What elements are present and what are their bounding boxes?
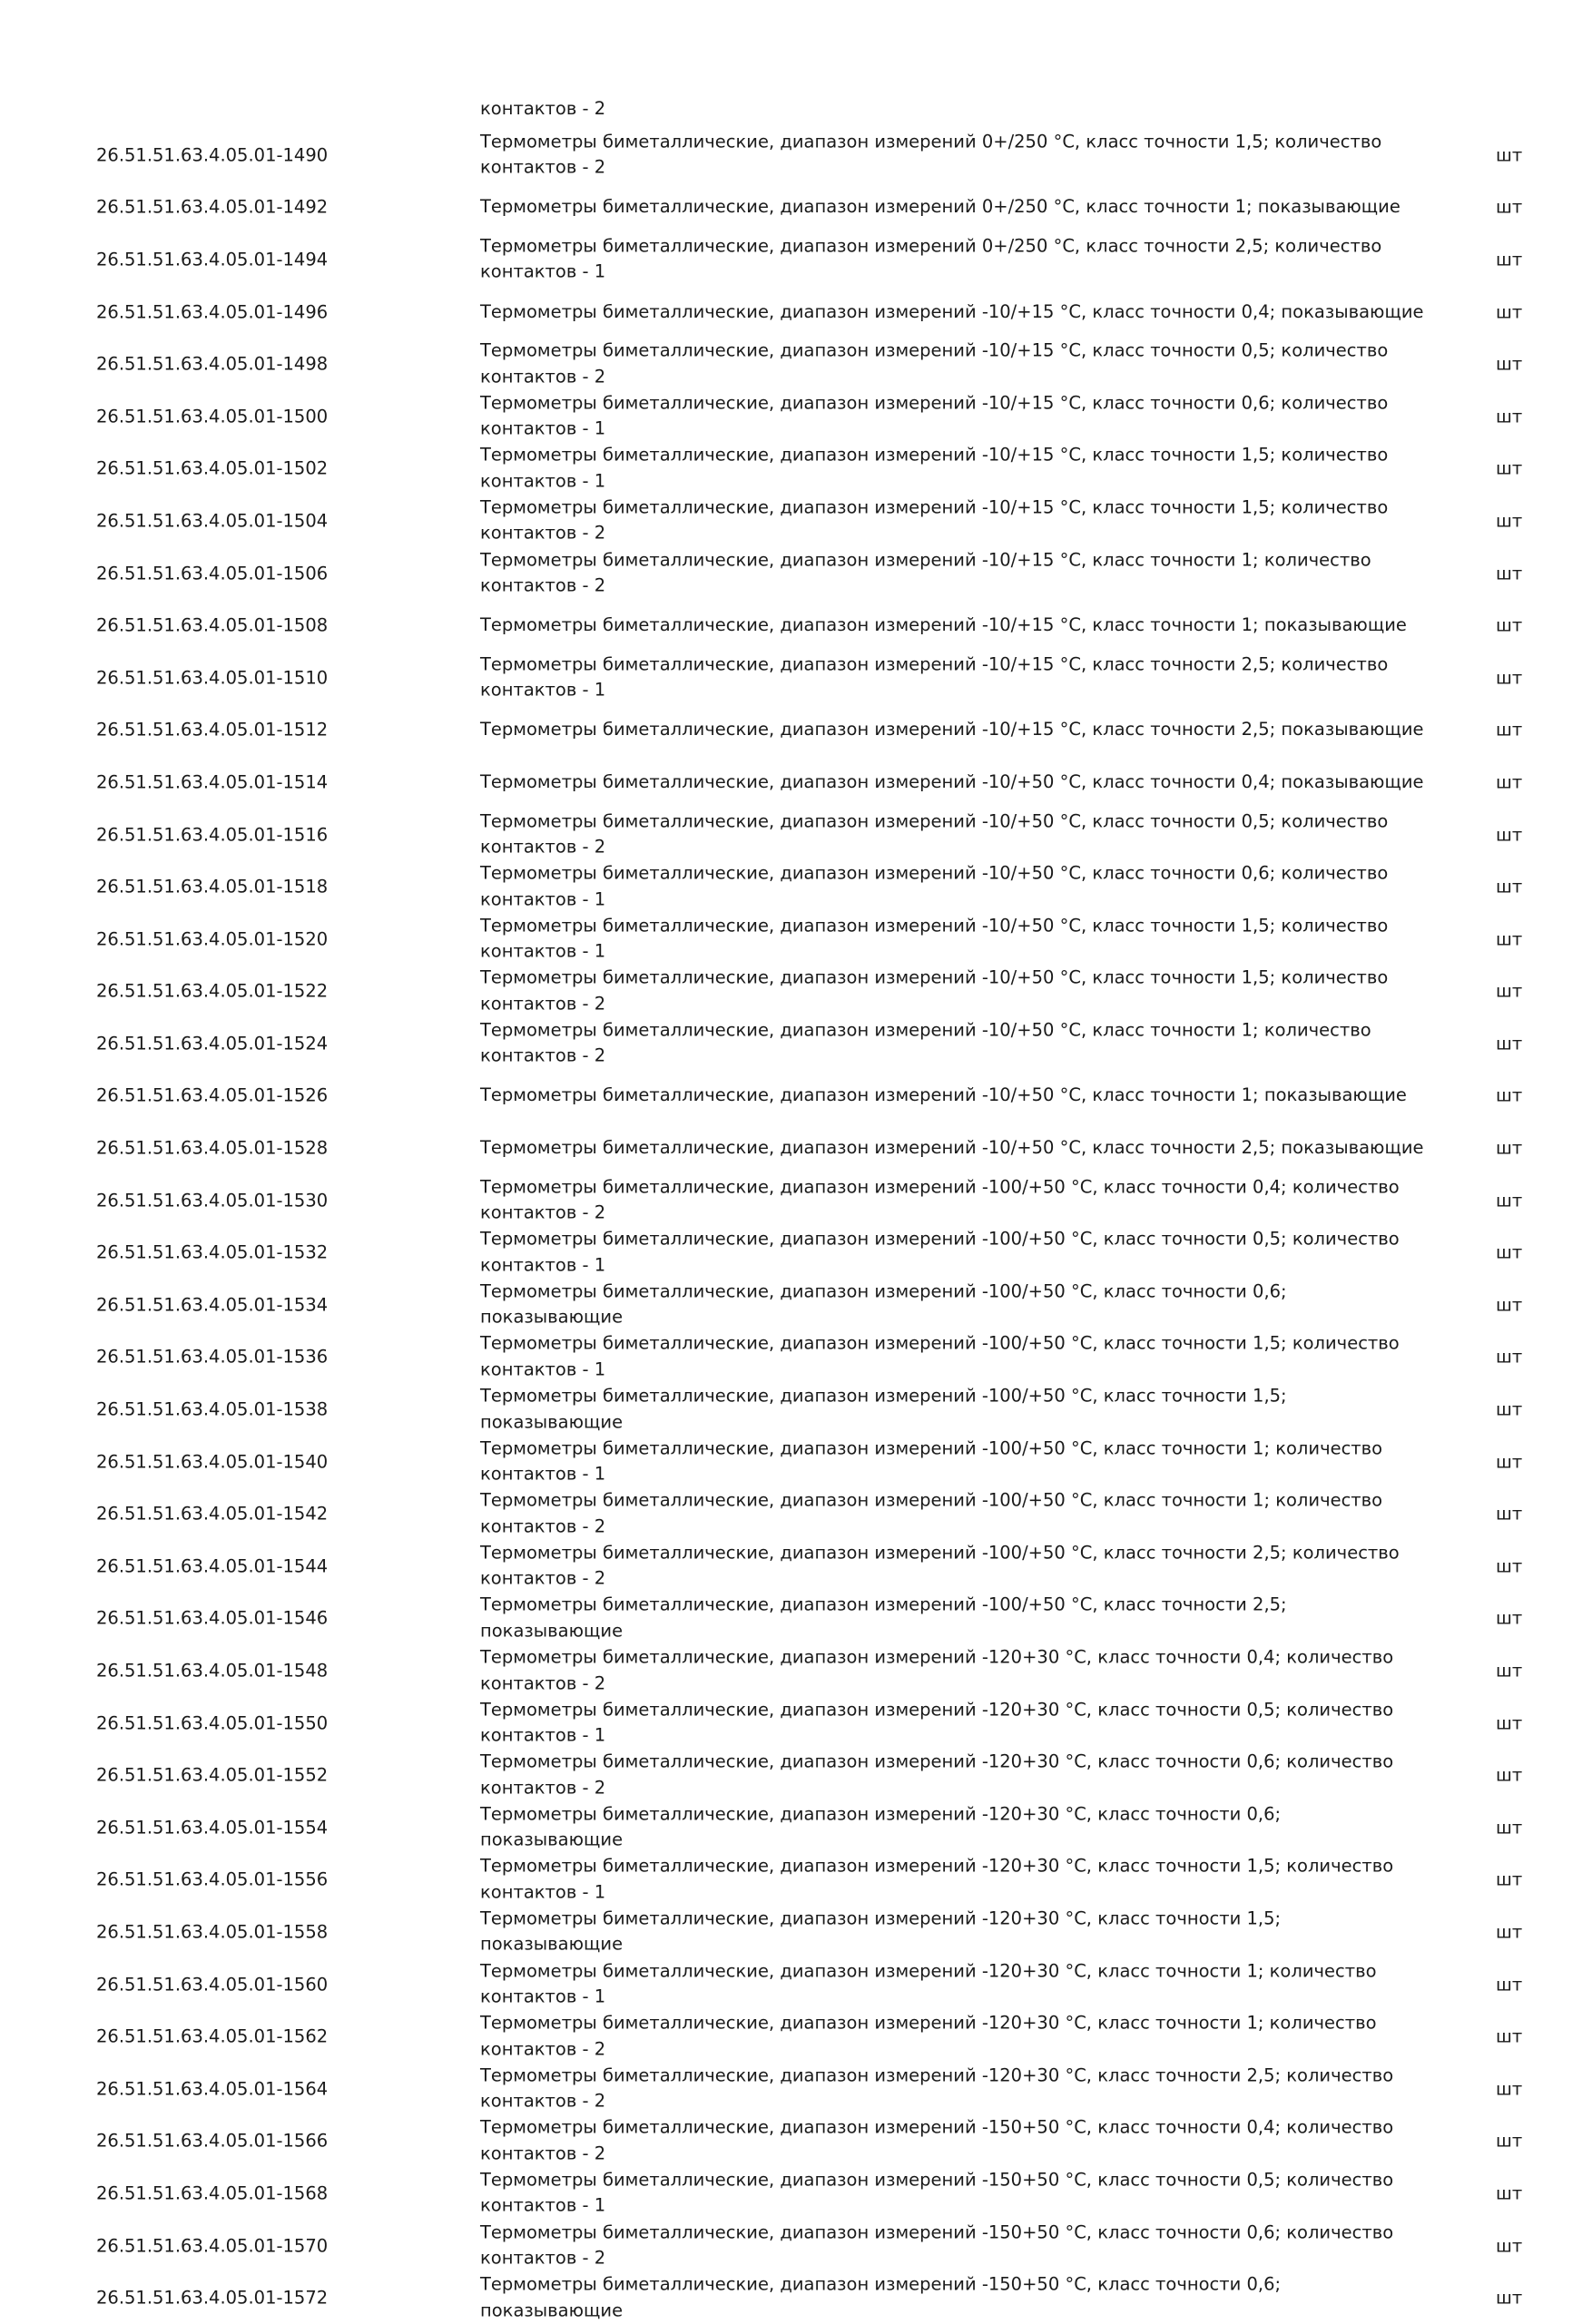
- row-code: 26.51.51.63.4.05.01-1492: [96, 196, 329, 218]
- row-code: 26.51.51.63.4.05.01-1552: [96, 1764, 329, 1786]
- row-description: Термометры биметаллические, диапазон измерений -10/+15 °С, класс точности 2,5; показывающие: [480, 719, 1424, 740]
- row-unit: шт: [1496, 1451, 1523, 1473]
- table-row: [0, 338, 1592, 390]
- row-code: 26.51.51.63.4.05.01-1536: [96, 1346, 329, 1368]
- table-row: [0, 1644, 1592, 1697]
- table-row: [0, 599, 1592, 652]
- row-unit: шт: [1496, 249, 1523, 270]
- table-row: [0, 1070, 1592, 1123]
- row-description: Термометры биметаллические, диапазон измерений -150+50 °С, класс точности 0,6; количество контактов - 2: [480, 2221, 1394, 2269]
- row-description: Термометры биметаллические, диапазон измерений -100/+50 °С, класс точности 0,6; показывающие: [480, 1280, 1287, 1328]
- table-row: [0, 652, 1592, 704]
- table-row: [0, 1697, 1592, 1750]
- row-description: Термометры биметаллические, диапазон измерений -10/+50 °С, класс точности 1,5; количество контактов - 1: [480, 915, 1389, 962]
- row-unit: шт: [1496, 1033, 1523, 1054]
- row-code: 26.51.51.63.4.05.01-1568: [96, 2182, 329, 2204]
- table-row: [0, 2271, 1592, 2324]
- row-description: Термометры биметаллические, диапазон измерений -120+30 °С, класс точности 0,5; количество контактов - 1: [480, 1699, 1394, 1746]
- row-code: 26.51.51.63.4.05.01-1528: [96, 1137, 329, 1159]
- row-description: Термометры биметаллические, диапазон измерений -150+50 °С, класс точности 0,6; показывающие: [480, 2273, 1282, 2321]
- table-row: [0, 443, 1592, 495]
- row-description: Термометры биметаллические, диапазон измерений -10/+15 °С, класс точности 0,4; показывающие: [480, 300, 1424, 322]
- row-code: 26.51.51.63.4.05.01-1562: [96, 2025, 329, 2047]
- classifier-table: [0, 89, 1592, 2324]
- table-row: [0, 2167, 1592, 2220]
- row-code: 26.51.51.63.4.05.01-1526: [96, 1084, 329, 1106]
- row-code: 26.51.51.63.4.05.01-1564: [96, 2078, 329, 2100]
- row-unit: шт: [1496, 1764, 1523, 1786]
- table-row: [0, 1436, 1592, 1488]
- row-code: 26.51.51.63.4.05.01-1506: [96, 563, 329, 584]
- row-code: 26.51.51.63.4.05.01-1542: [96, 1503, 329, 1525]
- table-row: [0, 129, 1592, 181]
- row-description: Термометры биметаллические, диапазон измерений -10/+15 °С, класс точности 1,5; количество контактов - 2: [480, 496, 1389, 544]
- row-description: Термометры биметаллические, диапазон измерений -10/+50 °С, класс точности 0,6; количество контактов - 1: [480, 862, 1389, 910]
- row-unit: шт: [1496, 1607, 1523, 1629]
- row-description: Термометры биметаллические, диапазон измерений -100/+50 °С, класс точности 1,5; количество контактов - 1: [480, 1332, 1400, 1380]
- table-row: [0, 1801, 1592, 1854]
- row-code: 26.51.51.63.4.05.01-1498: [96, 353, 329, 375]
- row-description: Термометры биметаллические, диапазон измерений -150+50 °С, класс точности 0,4; количество контактов - 2: [480, 2116, 1394, 2164]
- row-description: Термометры биметаллические, диапазон измерений -10/+15 °С, класс точности 1; количество контактов - 2: [480, 549, 1371, 596]
- table-row: [0, 1487, 1592, 1540]
- row-code: 26.51.51.63.4.05.01-1490: [96, 144, 329, 166]
- row-description: Термометры биметаллические, диапазон измерений -100/+50 °С, класс точности 0,5; количество контактов - 1: [480, 1228, 1400, 1276]
- row-unit: шт: [1496, 1137, 1523, 1159]
- table-row: [0, 1593, 1592, 1645]
- table-row: [0, 2010, 1592, 2063]
- table-row: [0, 704, 1592, 757]
- row-description: Термометры биметаллические, диапазон измерений -120+30 °С, класс точности 1; количество контактов - 1: [480, 1960, 1377, 2007]
- row-unit: шт: [1496, 876, 1523, 897]
- row-code: 26.51.51.63.4.05.01-1548: [96, 1660, 329, 1682]
- table-row: [0, 233, 1592, 286]
- row-unit: шт: [1496, 2025, 1523, 2047]
- table-row: [0, 2115, 1592, 2168]
- row-code: 26.51.51.63.4.05.01-1572: [96, 2287, 329, 2309]
- row-description: Термометры биметаллические, диапазон измерений -120+30 °С, класс точности 1,5; количество контактов - 1: [480, 1855, 1394, 1903]
- row-unit: шт: [1496, 719, 1523, 740]
- row-description: Термометры биметаллические, диапазон измерений -150+50 °С, класс точности 0,5; количество контактов - 1: [480, 2169, 1394, 2216]
- table-row: [0, 1122, 1592, 1174]
- row-unit: шт: [1496, 771, 1523, 793]
- row-code: 26.51.51.63.4.05.01-1534: [96, 1294, 329, 1316]
- table-row: [0, 181, 1592, 234]
- row-unit: шт: [1496, 1084, 1523, 1106]
- row-unit: шт: [1496, 301, 1523, 323]
- table-row: [0, 1174, 1592, 1227]
- row-code: 26.51.51.63.4.05.01-1494: [96, 249, 329, 270]
- row-unit: шт: [1496, 1817, 1523, 1839]
- row-code: 26.51.51.63.4.05.01-1508: [96, 614, 329, 636]
- table-row: [0, 495, 1592, 547]
- row-unit: шт: [1496, 824, 1523, 846]
- row-unit: шт: [1496, 980, 1523, 1002]
- row-unit: шт: [1496, 2287, 1523, 2309]
- row-description: Термометры биметаллические, диапазон измерений 0+/250 °С, класс точности 1; показывающие: [480, 196, 1400, 218]
- table-row: [0, 860, 1592, 913]
- row-unit: шт: [1496, 1241, 1523, 1263]
- row-description: Термометры биметаллические, диапазон измерений -10/+50 °С, класс точности 1,5; количество контактов - 2: [480, 966, 1389, 1015]
- table-row: [0, 390, 1592, 443]
- row-unit: шт: [1496, 510, 1523, 532]
- row-description: Термометры биметаллические, диапазон измерений -10/+15 °С, класс точности 2,5; количество контактов - 1: [480, 653, 1389, 701]
- row-code: 26.51.51.63.4.05.01-1560: [96, 1974, 329, 1996]
- row-description: Термометры биметаллические, диапазон измерений -10/+50 °С, класс точности 1; количество контактов - 2: [480, 1019, 1371, 1066]
- table-row: [0, 547, 1592, 600]
- row-unit: шт: [1496, 2078, 1523, 2100]
- row-unit: шт: [1496, 1555, 1523, 1577]
- row-description: Термометры биметаллические, диапазон измерений -100/+50 °С, класс точности 1,5; показывающие: [480, 1385, 1287, 1433]
- row-unit: шт: [1496, 614, 1523, 636]
- row-description: Термометры биметаллические, диапазон измерений 0+/250 °С, класс точности 1,5; количество контактов - 2: [480, 131, 1382, 178]
- table-row: [0, 1749, 1592, 1801]
- row-code: 26.51.51.63.4.05.01-1500: [96, 406, 329, 427]
- row-code: 26.51.51.63.4.05.01-1530: [96, 1190, 329, 1211]
- row-code: 26.51.51.63.4.05.01-1550: [96, 1712, 329, 1734]
- table-row: [0, 1226, 1592, 1279]
- row-unit: шт: [1496, 563, 1523, 584]
- row-description: Термометры биметаллические, диапазон измерений -10/+15 °С, класс точности 1; показывающие: [480, 613, 1407, 635]
- row-unit: шт: [1496, 1868, 1523, 1890]
- table-row: [0, 809, 1592, 861]
- row-description: Термометры биметаллические, диапазон измерений -120+30 °С, класс точности 0,6; количество контактов - 2: [480, 1750, 1394, 1799]
- row-code: 26.51.51.63.4.05.01-1544: [96, 1555, 329, 1577]
- row-unit: шт: [1496, 2130, 1523, 2152]
- row-unit: шт: [1496, 1346, 1523, 1368]
- row-description: Термометры биметаллические, диапазон измерений -10/+15 °С, класс точности 1,5; количество контактов - 1: [480, 444, 1389, 492]
- continued-row: [0, 89, 1592, 129]
- row-code: 26.51.51.63.4.05.01-1512: [96, 719, 329, 740]
- table-row: [0, 1331, 1592, 1384]
- row-description: Термометры биметаллические, диапазон измерений -120+30 °С, класс точности 1,5; показывающие: [480, 1907, 1282, 1955]
- table-row: [0, 756, 1592, 809]
- row-unit: шт: [1496, 406, 1523, 427]
- row-code: 26.51.51.63.4.05.01-1514: [96, 771, 329, 793]
- row-code: 26.51.51.63.4.05.01-1554: [96, 1817, 329, 1839]
- row-unit: шт: [1496, 1398, 1523, 1420]
- table-row: [0, 1383, 1592, 1436]
- table-row: [0, 1958, 1592, 2011]
- row-code: 26.51.51.63.4.05.01-1522: [96, 980, 329, 1002]
- row-code: 26.51.51.63.4.05.01-1504: [96, 510, 329, 532]
- row-unit: шт: [1496, 457, 1523, 479]
- row-unit: шт: [1496, 928, 1523, 950]
- row-description: Термометры биметаллические, диапазон измерений -10/+15 °С, класс точности 0,6; количество контактов - 1: [480, 392, 1389, 439]
- table-row: [0, 966, 1592, 1018]
- row-unit: шт: [1496, 353, 1523, 375]
- table-row: [0, 1854, 1592, 1907]
- row-description: Термометры биметаллические, диапазон измерений -100/+50 °С, класс точности 2,5; показывающие: [480, 1593, 1287, 1642]
- table-row: [0, 1906, 1592, 1958]
- row-code: 26.51.51.63.4.05.01-1496: [96, 301, 329, 323]
- row-unit: шт: [1496, 1503, 1523, 1525]
- row-unit: шт: [1496, 1712, 1523, 1734]
- continued-description: контактов - 2: [480, 97, 606, 119]
- table-row: [0, 2220, 1592, 2272]
- table-row: [0, 913, 1592, 966]
- row-code: 26.51.51.63.4.05.01-1510: [96, 667, 329, 689]
- row-code: 26.51.51.63.4.05.01-1502: [96, 457, 329, 479]
- row-description: Термометры биметаллические, диапазон измерений -10/+50 °С, класс точности 0,5; количество контактов - 2: [480, 810, 1389, 858]
- row-description: Термометры биметаллические, диапазон измерений -120+30 °С, класс точности 0,6; показывающие: [480, 1803, 1282, 1850]
- table-row: [0, 1540, 1592, 1593]
- row-unit: шт: [1496, 144, 1523, 166]
- row-unit: шт: [1496, 2182, 1523, 2204]
- row-code: 26.51.51.63.4.05.01-1546: [96, 1607, 329, 1629]
- row-unit: шт: [1496, 667, 1523, 689]
- row-code: 26.51.51.63.4.05.01-1540: [96, 1451, 329, 1473]
- row-code: 26.51.51.63.4.05.01-1524: [96, 1033, 329, 1054]
- row-description: Термометры биметаллические, диапазон измерений -10/+50 °С, класс точности 2,5; показывающие: [480, 1136, 1424, 1158]
- table-row: [0, 1279, 1592, 1331]
- row-description: Термометры биметаллические, диапазон измерений -120+30 °С, класс точности 1; количество контактов - 2: [480, 2012, 1377, 2060]
- row-unit: шт: [1496, 2235, 1523, 2257]
- row-code: 26.51.51.63.4.05.01-1556: [96, 1868, 329, 1890]
- row-unit: шт: [1496, 196, 1523, 218]
- row-code: 26.51.51.63.4.05.01-1558: [96, 1921, 329, 1943]
- row-description: Термометры биметаллические, диапазон измерений -120+30 °С, класс точности 0,4; количество контактов - 2: [480, 1646, 1394, 1694]
- row-description: Термометры биметаллические, диапазон измерений 0+/250 °С, класс точности 2,5; количество контактов - 1: [480, 235, 1382, 282]
- row-description: Термометры биметаллические, диапазон измерений -10/+50 °С, класс точности 0,4; показывающие: [480, 770, 1424, 792]
- row-code: 26.51.51.63.4.05.01-1516: [96, 824, 329, 846]
- row-unit: шт: [1496, 1974, 1523, 1996]
- row-unit: шт: [1496, 1294, 1523, 1316]
- row-unit: шт: [1496, 1921, 1523, 1943]
- row-description: Термометры биметаллические, диапазон измерений -100/+50 °С, класс точности 2,5; количество контактов - 2: [480, 1542, 1400, 1589]
- row-description: Термометры биметаллические, диапазон измерений -100/+50 °С, класс точности 1; количество контактов - 1: [480, 1437, 1383, 1485]
- table-row: [0, 286, 1592, 338]
- row-code: 26.51.51.63.4.05.01-1518: [96, 876, 329, 897]
- row-code: 26.51.51.63.4.05.01-1532: [96, 1241, 329, 1263]
- row-description: Термометры биметаллические, диапазон измерений -10/+15 °С, класс точности 0,5; количество контактов - 2: [480, 339, 1389, 387]
- table-row: [0, 2063, 1592, 2115]
- table-body: [0, 129, 1592, 2324]
- row-unit: шт: [1496, 1190, 1523, 1211]
- row-description: Термометры биметаллические, диапазон измерений -120+30 °С, класс точности 2,5; количество контактов - 2: [480, 2064, 1394, 2112]
- row-code: 26.51.51.63.4.05.01-1538: [96, 1398, 329, 1420]
- row-code: 26.51.51.63.4.05.01-1566: [96, 2130, 329, 2152]
- row-description: Термометры биметаллические, диапазон измерений -100/+50 °С, класс точности 1; количество контактов - 2: [480, 1489, 1383, 1537]
- row-description: Термометры биметаллические, диапазон измерений -10/+50 °С, класс точности 1; показывающие: [480, 1084, 1407, 1106]
- row-unit: шт: [1496, 1660, 1523, 1682]
- row-code: 26.51.51.63.4.05.01-1570: [96, 2235, 329, 2257]
- table-row: [0, 1017, 1592, 1070]
- row-code: 26.51.51.63.4.05.01-1520: [96, 928, 329, 950]
- row-description: Термометры биметаллические, диапазон измерений -100/+50 °С, класс точности 0,4; количество контактов - 2: [480, 1176, 1400, 1223]
